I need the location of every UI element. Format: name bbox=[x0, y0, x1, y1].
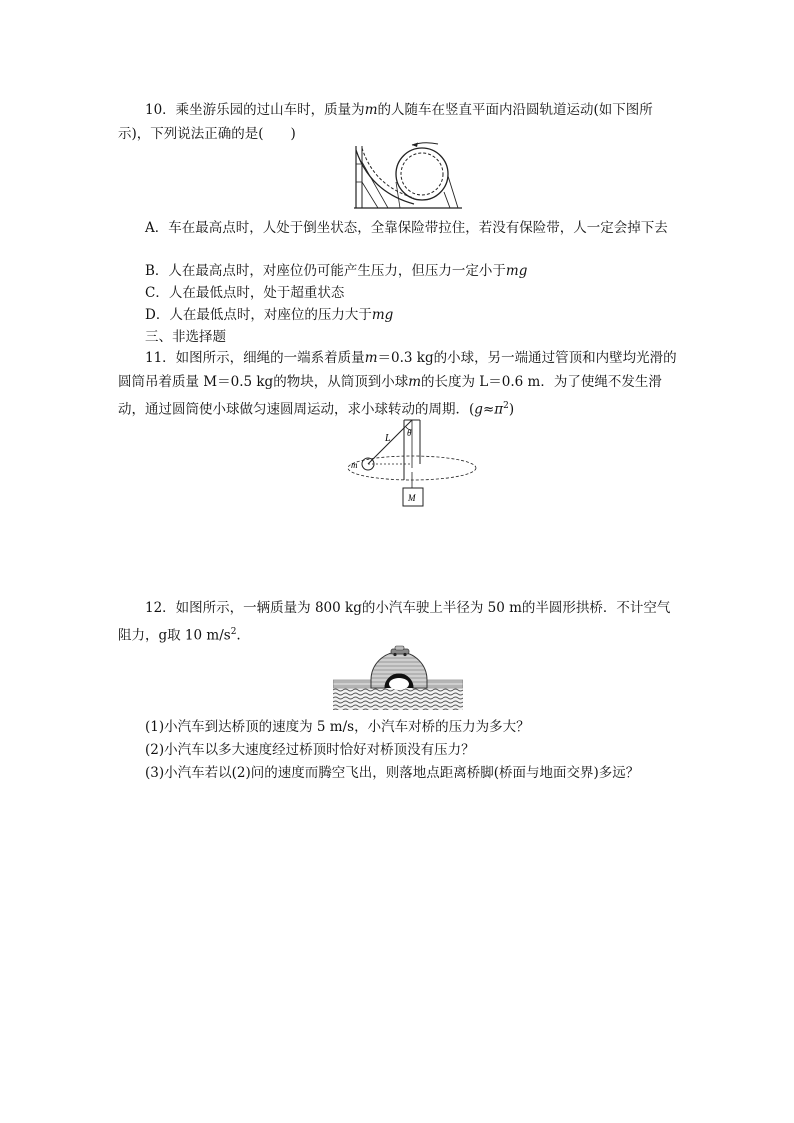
q10-option-a: A．车在最高点时，人处于倒坐状态，全靠保险带拉住，若没有保险带，人一定会掉下去 bbox=[145, 220, 668, 236]
q11-var-m: m bbox=[364, 350, 378, 366]
fig-label-L: L bbox=[385, 433, 391, 444]
q12-period: . bbox=[236, 627, 241, 644]
q12-sub3: (3)小汽车若以(2)问的速度而腾空飞出，则落地点距离桥脚(桥面与地面交界)多远？ bbox=[145, 765, 640, 781]
arch-bridge-figure bbox=[333, 644, 463, 712]
q11-var-g: g bbox=[474, 401, 483, 418]
q10-stem bbox=[118, 98, 678, 146]
q10-option-d bbox=[145, 304, 393, 326]
q11-part2: ＝0.3 kg的小球，另一端通过管顶和内壁均光滑的圆筒吊着质量 M＝0.5 kg的物块，从筒顶到小球 bbox=[118, 350, 677, 390]
q10-var-m: m bbox=[364, 102, 378, 118]
fig-label-m: m bbox=[351, 460, 358, 470]
section-heading: 三、非选择题 bbox=[145, 329, 226, 345]
fig-label-theta: θ bbox=[407, 428, 412, 438]
q10-stem-part2: 的人随车在竖直平面内沿圆轨道运动(如下图所示)，下列说法正确的是( ) bbox=[118, 102, 653, 142]
q11-superscript: 2 bbox=[503, 401, 509, 411]
q11-part3: 的长度为 L＝0.6 m．为了使绳不发生滑动，通过圆筒使小球做匀速圆周运动，求小球转动的周期．( bbox=[118, 374, 662, 418]
fig-label-M: M bbox=[408, 493, 416, 503]
q10-option-d-text: D．人在最低点时，对座位的压力大于 bbox=[145, 307, 372, 323]
q12-sub2: (2)小汽车以多大速度经过桥顶时恰好对桥顶没有压力？ bbox=[145, 742, 475, 758]
q12-stem bbox=[118, 596, 678, 648]
q11-close-paren: ) bbox=[508, 401, 515, 418]
q11-approx: ≈ bbox=[482, 401, 495, 418]
q10-option-b-var: mg bbox=[505, 263, 528, 279]
q11-stem bbox=[118, 346, 678, 422]
q11-part1: 11．如图所示，细绳的一端系着质量 bbox=[145, 350, 365, 366]
roller-coaster-figure bbox=[352, 142, 464, 210]
q10-stem-part1: 10．乘坐游乐园的过山车时，质量为 bbox=[145, 102, 365, 118]
conical-pendulum-figure bbox=[340, 416, 490, 516]
q11-var-m2: m bbox=[408, 374, 422, 390]
q12-part1: 12．如图所示，一辆质量为 800 kg的小汽车驶上半径为 50 m的半圆形拱桥．不计空气阻力，g取 10 m/s bbox=[118, 600, 671, 644]
q11-var-pi: π bbox=[494, 401, 504, 418]
q12-superscript: 2 bbox=[230, 627, 237, 637]
q10-option-b bbox=[145, 260, 527, 282]
q12-sub1: (1)小汽车到达桥顶的速度为 5 m/s，小汽车对桥的压力为多大？ bbox=[145, 719, 530, 735]
q10-option-b-text: B．人在最高点时，对座位仍可能产生压力，但压力一定小于 bbox=[145, 263, 506, 279]
q10-option-d-var: mg bbox=[371, 307, 394, 323]
q10-option-c: C．人在最低点时，处于超重状态 bbox=[145, 285, 345, 301]
